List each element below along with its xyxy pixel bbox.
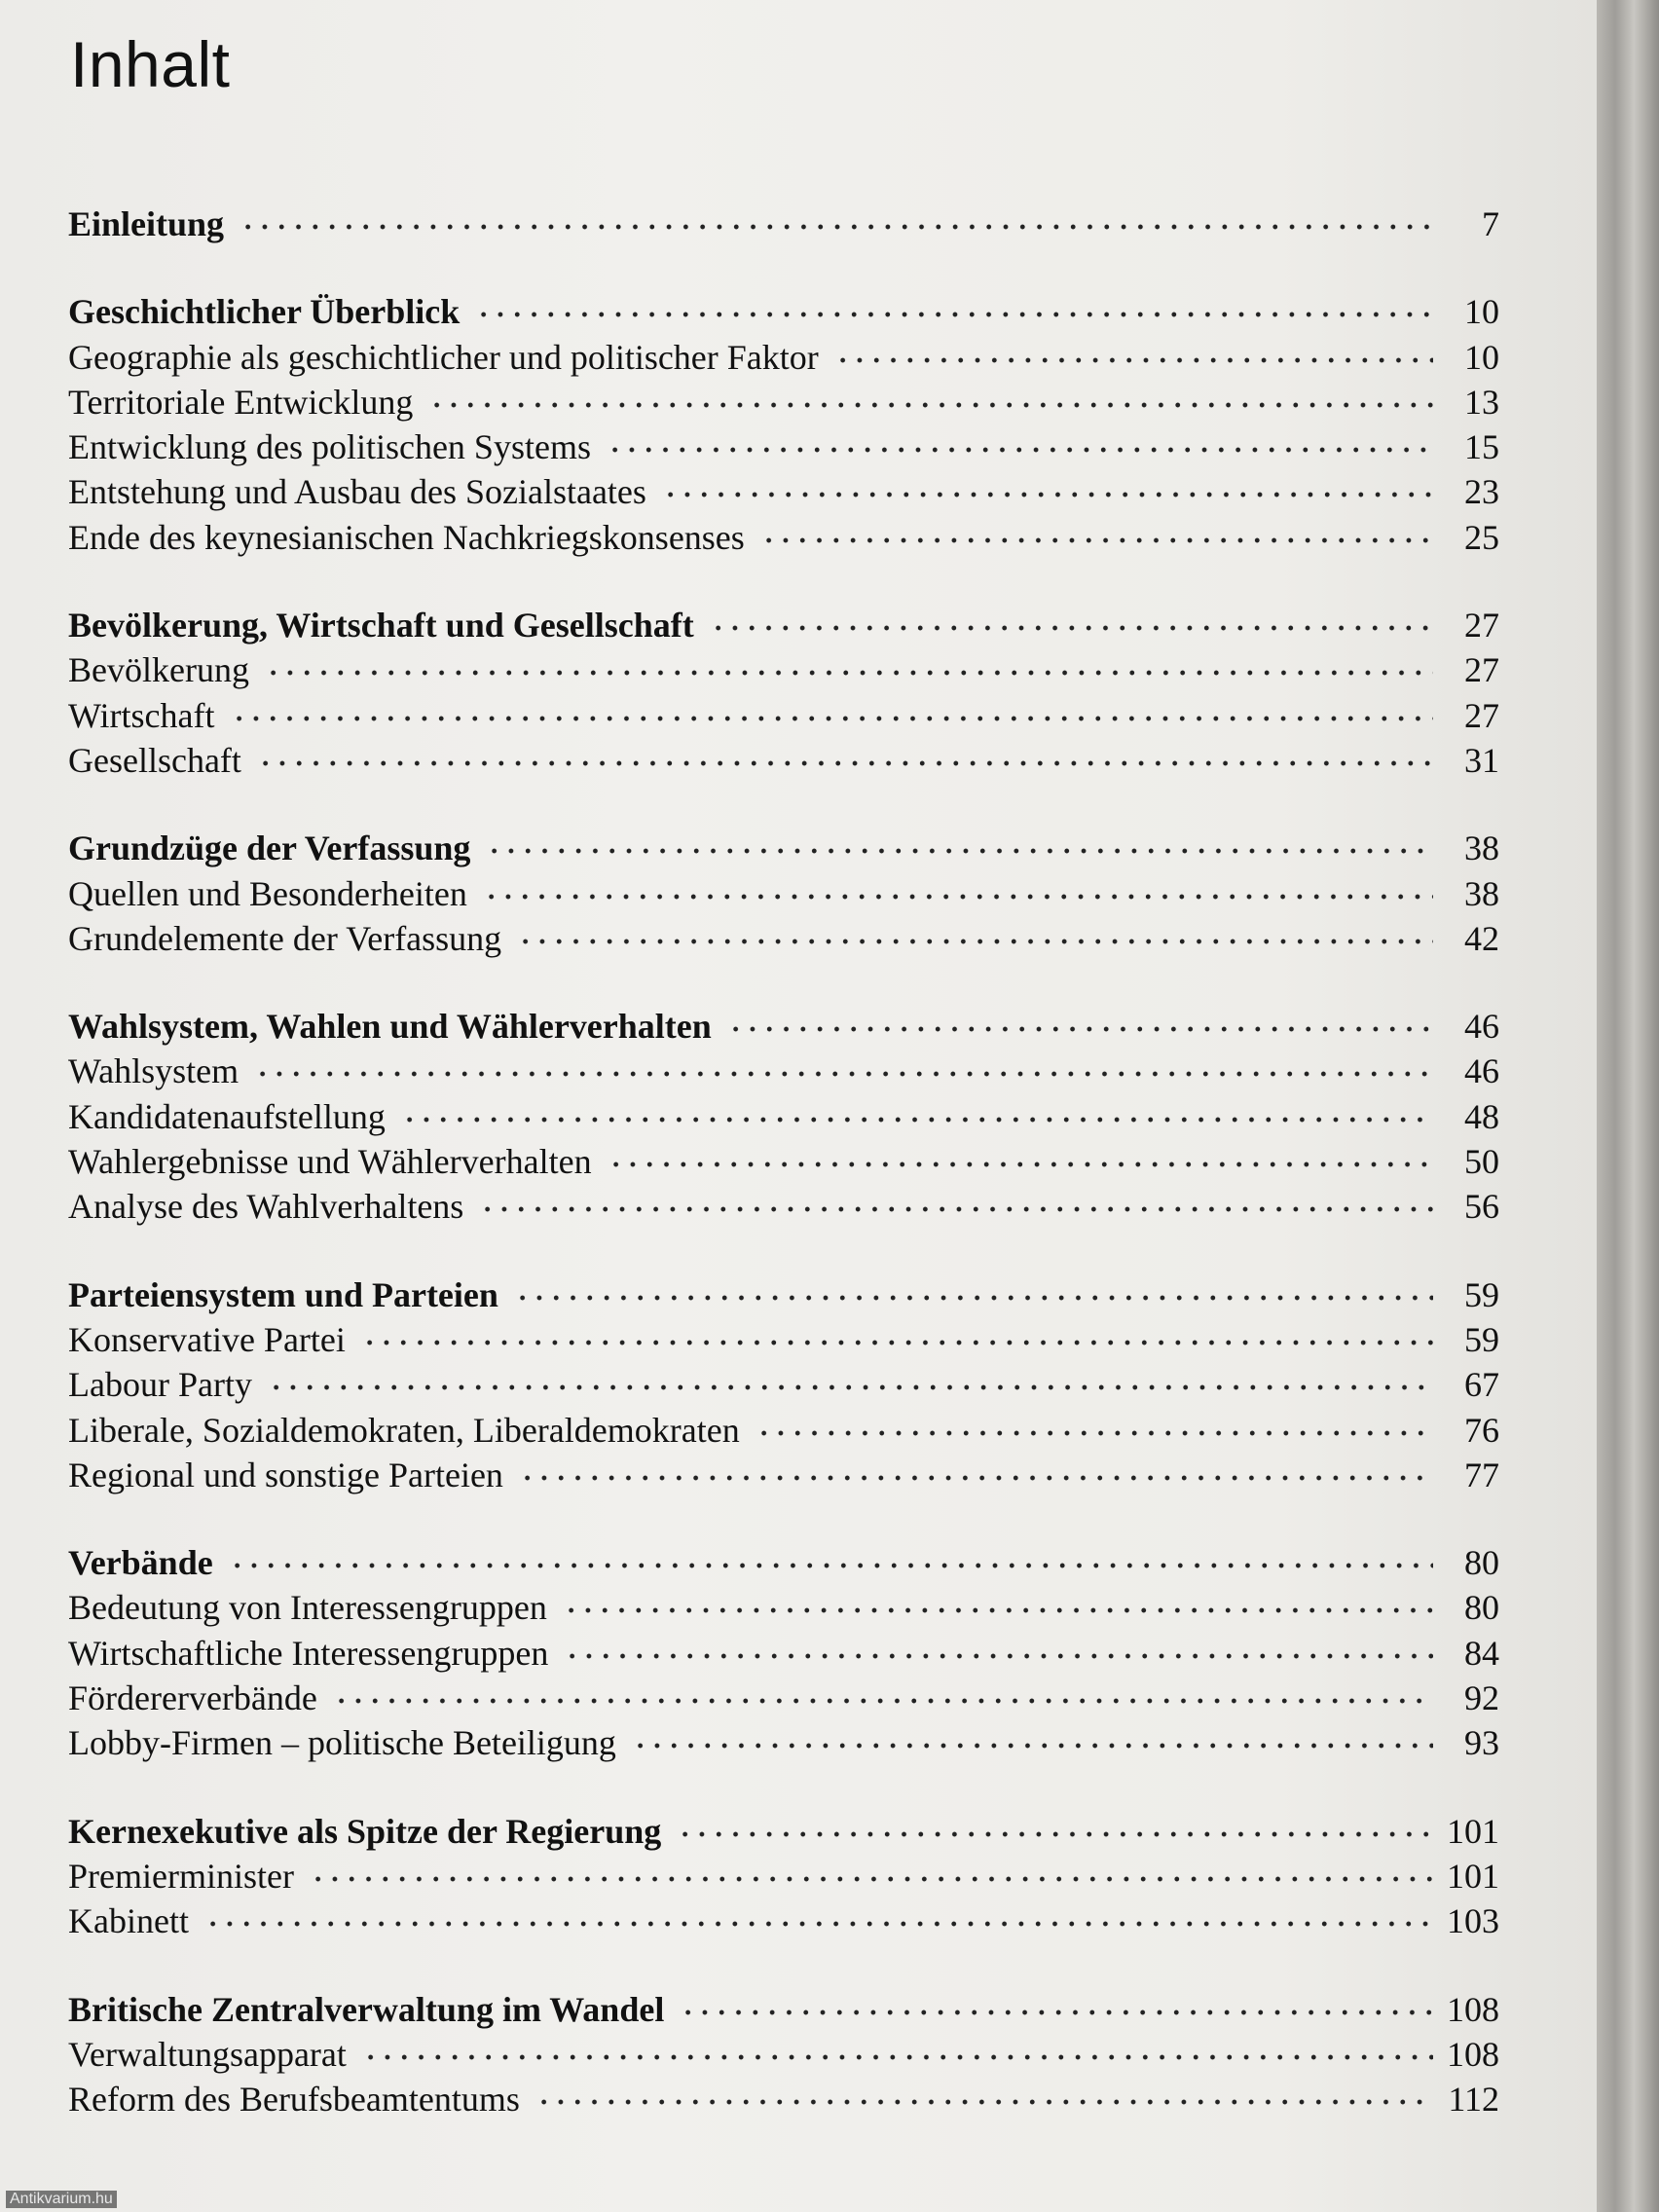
toc-entry <box>68 692 1499 737</box>
dot-leader <box>564 1630 1433 1665</box>
toc-section <box>68 201 1499 245</box>
section-heading-label: Britische Zentralverwaltung im Wandel <box>68 1989 665 2029</box>
dot-leader <box>333 1675 1433 1710</box>
page-number: 13 <box>1464 382 1499 422</box>
section-heading-label: Grundzüge der Verfassung <box>68 829 471 868</box>
entry-label: Reform des Berufsbeamtentums <box>68 2080 520 2120</box>
entry-label: Lobby-Firmen – politische Beteiligung <box>68 1723 616 1763</box>
dot-leader <box>310 1853 1433 1888</box>
dot-leader <box>680 1986 1433 2021</box>
dot-leader <box>486 825 1433 860</box>
entry-label: Wahlsystem <box>68 1051 240 1091</box>
page-number: 92 <box>1464 1678 1499 1718</box>
dot-leader <box>483 870 1433 905</box>
dot-leader <box>632 1719 1433 1754</box>
page-number: 59 <box>1464 1319 1499 1359</box>
dot-leader <box>265 646 1433 682</box>
page-number: 25 <box>1464 517 1499 557</box>
entry-label: Kabinett <box>68 1901 189 1941</box>
page-number: 27 <box>1464 606 1499 645</box>
section-heading-entry <box>68 288 1499 333</box>
page-title: Inhalt <box>70 28 231 100</box>
dot-leader <box>535 2076 1433 2111</box>
page-number: 84 <box>1464 1633 1499 1673</box>
dot-leader <box>361 1316 1433 1351</box>
toc-section <box>68 288 1499 559</box>
section-heading-entry <box>68 1539 1499 1584</box>
dot-leader <box>760 514 1433 549</box>
section-heading-label: Wahlsystem, Wahlen und Wählerverhalten <box>68 1007 712 1047</box>
dot-leader <box>563 1584 1433 1619</box>
toc-entry <box>68 1361 1499 1406</box>
dot-leader <box>475 288 1433 323</box>
page-number: 59 <box>1464 1274 1499 1314</box>
entry-label: Liberale, Sozialdemokraten, Liberaldemokraten <box>68 1410 740 1450</box>
page-number: 46 <box>1464 1007 1499 1047</box>
page-number: 38 <box>1464 873 1499 913</box>
entry-label: Wahlergebnisse und Wählerverhalten <box>68 1142 592 1182</box>
dot-leader <box>231 692 1434 727</box>
page-number: 42 <box>1464 918 1499 958</box>
toc-entry <box>68 646 1499 691</box>
toc-entry <box>68 1452 1499 1496</box>
dot-leader <box>519 1452 1433 1487</box>
toc-entry <box>68 915 1499 960</box>
entry-label: Verwaltungsapparat <box>68 2034 347 2074</box>
dot-leader <box>401 1093 1433 1128</box>
page-number: 76 <box>1464 1410 1499 1450</box>
dot-leader <box>479 1183 1433 1218</box>
entry-label: Entstehung und Ausbau des Sozialstaates <box>68 472 646 512</box>
toc-entry <box>68 2076 1499 2120</box>
dot-leader <box>677 1808 1433 1843</box>
entry-label: Bedeutung von Interessengruppen <box>68 1588 547 1628</box>
toc-entry <box>68 1584 1499 1629</box>
toc-entry <box>68 1675 1499 1719</box>
page-number: 7 <box>1482 204 1499 243</box>
section-heading-label: Kernexekutive als Spitze der Regierung <box>68 1811 662 1851</box>
page-number: 93 <box>1464 1723 1499 1763</box>
dot-leader <box>608 1138 1433 1173</box>
dot-leader <box>204 1898 1433 1933</box>
section-heading-label: Geschichtlicher Überblick <box>68 292 461 332</box>
entry-label: Analyse des Wahlverhaltens <box>68 1187 464 1227</box>
entry-label: Wirtschaftliche Interessengruppen <box>68 1633 549 1673</box>
section-heading-label: Parteiensystem und Parteien <box>68 1274 498 1314</box>
page-edge <box>1597 0 1659 2212</box>
toc-entry <box>68 514 1499 559</box>
toc-section <box>68 825 1499 960</box>
toc-entry <box>68 379 1499 424</box>
toc-section <box>68 1272 1499 1496</box>
page-number: 56 <box>1464 1187 1499 1227</box>
show-through-text <box>1482 19 1491 64</box>
toc-entry <box>68 1630 1499 1675</box>
entry-label: Ende des keynesianischen Nachkriegskonsenses <box>68 517 745 557</box>
dot-leader <box>257 737 1433 772</box>
toc-entry <box>68 1407 1499 1452</box>
toc-entry <box>68 1138 1499 1183</box>
entry-label: Quellen und Besonderheiten <box>68 873 467 913</box>
page-number: 23 <box>1464 472 1499 512</box>
toc-entry <box>68 1853 1499 1898</box>
dot-leader <box>514 1272 1433 1307</box>
watermark: Antikvarium.hu <box>6 2191 117 2208</box>
dot-leader <box>428 379 1433 414</box>
page-number: 101 <box>1447 1811 1499 1851</box>
page-number: 15 <box>1464 427 1499 467</box>
section-heading-entry <box>68 825 1499 869</box>
page-number: 80 <box>1464 1588 1499 1628</box>
toc-entry <box>68 1719 1499 1764</box>
page-number: 10 <box>1464 292 1499 332</box>
page-number: 108 <box>1447 2034 1499 2074</box>
page-number: 101 <box>1447 1856 1499 1896</box>
dot-leader <box>240 201 1433 236</box>
toc-entry <box>68 1183 1499 1228</box>
page-number: 67 <box>1464 1365 1499 1405</box>
page-number: 50 <box>1464 1142 1499 1182</box>
table-of-contents <box>68 201 1499 2163</box>
dot-leader <box>756 1407 1433 1442</box>
page-number: 31 <box>1464 740 1499 780</box>
dot-leader <box>607 424 1433 459</box>
toc-section <box>68 1986 1499 2121</box>
section-heading-label: Einleitung <box>68 204 225 243</box>
entry-label: Grundelemente der Verfassung <box>68 918 502 958</box>
dot-leader <box>229 1539 1433 1574</box>
section-heading-entry <box>68 602 1499 646</box>
page-number: 108 <box>1447 1989 1499 2029</box>
entry-label: Premierminister <box>68 1856 294 1896</box>
page-number: 112 <box>1448 2080 1499 2120</box>
entry-label: Kandidatenaufstellung <box>68 1096 386 1136</box>
entry-label: Territoriale Entwicklung <box>68 382 414 422</box>
section-heading-entry <box>68 1003 1499 1048</box>
dot-leader <box>710 602 1433 637</box>
toc-section <box>68 1808 1499 1943</box>
page-number: 77 <box>1464 1455 1499 1494</box>
entry-label: Fördererverbände <box>68 1678 317 1718</box>
entry-label: Geographie als geschichtlicher und politischer Faktor <box>68 337 819 377</box>
page-number: 38 <box>1464 829 1499 868</box>
dot-leader <box>362 2031 1433 2066</box>
section-heading-entry <box>68 1986 1499 2031</box>
section-heading-entry <box>68 1272 1499 1316</box>
toc-entry <box>68 1898 1499 1942</box>
section-heading-label: Verbände <box>68 1543 213 1583</box>
toc-section <box>68 1003 1499 1228</box>
entry-label: Bevölkerung <box>68 650 249 690</box>
toc-entry <box>68 1093 1499 1138</box>
entry-label: Entwicklung des politischen Systems <box>68 427 591 467</box>
entry-label: Regional und sonstige Parteien <box>68 1455 503 1494</box>
toc-section <box>68 1539 1499 1764</box>
entry-label: Gesellschaft <box>68 740 241 780</box>
dot-leader <box>662 468 1433 503</box>
page-number: 10 <box>1464 337 1499 377</box>
page-number: 48 <box>1464 1096 1499 1136</box>
entry-label: Konservative Partei <box>68 1319 346 1359</box>
section-heading-entry <box>68 1808 1499 1853</box>
toc-entry <box>68 737 1499 782</box>
toc-entry <box>68 1048 1499 1092</box>
toc-section <box>68 602 1499 782</box>
page-number: 80 <box>1464 1543 1499 1583</box>
dot-leader <box>254 1048 1433 1083</box>
dot-leader <box>268 1361 1433 1396</box>
page-number: 27 <box>1464 695 1499 735</box>
entry-label: Wirtschaft <box>68 695 215 735</box>
section-heading-label: Bevölkerung, Wirtschaft und Gesellschaft <box>68 606 694 645</box>
toc-entry <box>68 334 1499 379</box>
dot-leader <box>517 915 1433 950</box>
dot-leader <box>834 334 1433 369</box>
toc-entry <box>68 870 1499 915</box>
toc-entry <box>68 1316 1499 1361</box>
toc-entry <box>68 2031 1499 2076</box>
toc-entry <box>68 424 1499 468</box>
section-heading-entry <box>68 201 1499 245</box>
entry-label: Labour Party <box>68 1365 252 1405</box>
page-number: 27 <box>1464 650 1499 690</box>
page-number: 103 <box>1447 1901 1499 1941</box>
dot-leader <box>727 1003 1433 1038</box>
toc-entry <box>68 468 1499 513</box>
page-number: 46 <box>1464 1051 1499 1091</box>
